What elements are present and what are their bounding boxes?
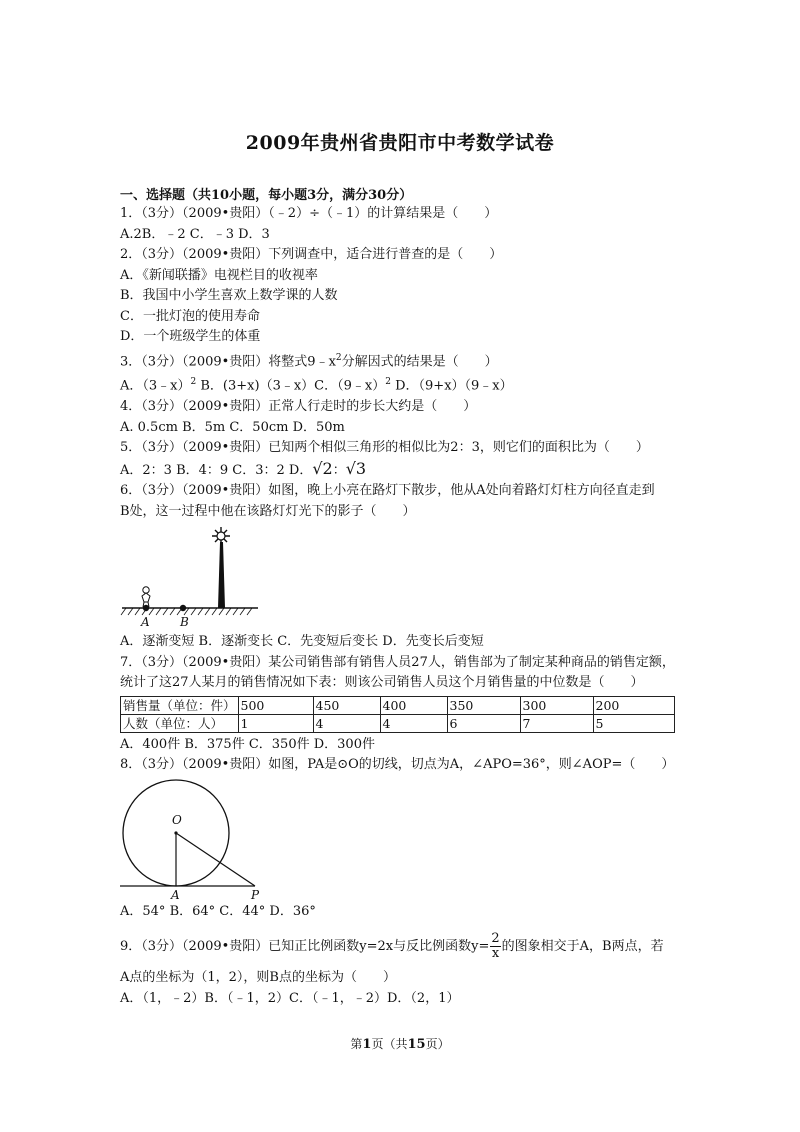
q6-options: A．逐渐变短 B．逐渐变长 C．先变短后变长 D．先变长后变短 — [120, 634, 484, 650]
table-cell: 销售量（单位：件） — [121, 696, 239, 714]
q9-fraction-denominator: x — [491, 946, 500, 962]
table-row — [121, 696, 675, 714]
table-row — [121, 714, 675, 732]
q3-exponent: 2 — [335, 352, 342, 363]
q5-sqrt-2: √2 — [312, 458, 333, 478]
q3-option-a: A．（3﹣x） — [120, 378, 191, 394]
table-cell: 400 — [380, 696, 447, 714]
q3-option-d: D．（9+x）（9﹣x） — [395, 378, 513, 394]
page-title: 2009年贵州省贵阳市中考数学试卷 — [245, 132, 555, 154]
q9-options: A．（1，﹣2）B．（﹣1，2）C．（﹣1，﹣2）D．（2，1） — [120, 990, 460, 1006]
table-cell: 350 — [447, 696, 520, 714]
q7-stem-line2: 统计了这27人某月的销售情况如下表：则该公司销售人员这个月销售量的中位数是（ ） — [120, 675, 644, 691]
table-cell: 450 — [313, 696, 380, 714]
q2-option-d: D．一个班级学生的体重 — [120, 329, 261, 344]
questions — [120, 204, 690, 1009]
q6-stem-line1: 6．（3分）（2009•贵阳）如图，晚上小亮在路灯下散步，他从A处向着路灯灯柱方向径直走到 — [120, 483, 655, 499]
footer-prefix: 第 — [350, 1037, 363, 1051]
q4-options: A. 0.5cm B．5m C．50cm D．50m — [120, 419, 345, 435]
q2-option-c: C．一批灯泡的使用寿命 — [120, 308, 260, 324]
table-cell: 5 — [593, 714, 674, 732]
sales-table — [120, 696, 675, 733]
q3-option-c-exponent: 2 — [385, 377, 391, 388]
q7-options: A．400件 B．375件 C．350件 D．300件 — [120, 736, 375, 752]
q9-fraction-numerator: 2 — [491, 931, 500, 947]
q2-option-b: B．我国中小学生喜欢上数学课的人数 — [120, 288, 338, 303]
q8-label-o: O — [172, 812, 182, 827]
q8-stem: 8．（3分）（2009•贵阳）如图，PA是⊙O的切线，切点为A，∠APO=36°，则∠AOP=（ ） — [120, 757, 675, 773]
q4-stem: 4．（3分）（2009•贵阳）正常人行走时的步长大约是（ ） — [120, 399, 477, 415]
q9-stem-line2: A点的坐标为（1，2），则B点的坐标为（ ） — [120, 970, 396, 986]
q5-stem: 5．（3分）（2009•贵阳）已知两个相似三角形的相似比为2：3，则它们的面积比为（ ） — [120, 440, 649, 456]
q6-figure — [120, 522, 690, 632]
q6-label-a: A — [141, 615, 150, 630]
section-heading: 一、选择题（共10小题，每小题3分，满分30分） — [120, 188, 413, 203]
current-page-number: 1 — [362, 1037, 372, 1052]
q3-stem-post: 分解因式的结果是（ ） — [341, 353, 498, 369]
table-cell: 200 — [593, 696, 674, 714]
q5-colon: ： — [332, 462, 346, 478]
table-cell: 4 — [380, 714, 447, 732]
q8-options: A．54° B．64° C．44° D．36° — [120, 903, 316, 919]
q8-figure — [120, 776, 690, 902]
q9-fraction — [490, 932, 500, 961]
table-cell: 7 — [520, 714, 593, 732]
q2-stem: 2．（3分）（2009•贵阳）下列调查中，适合进行普查的是（ ） — [120, 247, 503, 262]
footer-suffix: 页） — [425, 1037, 450, 1051]
tangent-circle-diagram — [120, 776, 300, 896]
page-footer — [0, 1035, 800, 1052]
q2-option-a: A．《新闻联播》电视栏目的收视率 — [120, 267, 318, 283]
q9-stem-pre: 9．（3分）（2009•贵阳）已知正比例函数y=2x与反比例函数y= — [120, 939, 490, 955]
q3-option-bc: B．(3+x)（3﹣x）C．（9﹣x） — [200, 378, 386, 394]
table-cell: 人数（单位：人） — [121, 714, 239, 732]
total-page-count: 15 — [407, 1037, 426, 1052]
q8-label-a: A — [171, 887, 180, 902]
footer-middle: 页（共 — [371, 1037, 408, 1051]
q3-options — [120, 372, 690, 397]
table-cell: 4 — [313, 714, 380, 732]
table-cell: 1 — [238, 714, 313, 732]
q8-label-p: P — [251, 887, 260, 902]
q7-stem-line1: 7．（3分）（2009•贵阳）某公司销售部有销售人员27人，销售部为了制定某种商品的销售定额， — [120, 654, 675, 670]
q1-options: A.2B．﹣2 C．﹣3 D．3 — [120, 226, 270, 242]
q6-stem-line2: B处，这一过程中他在该路灯灯光下的影子（ ） — [120, 503, 416, 519]
q1-stem: 1．（3分）（2009•贵阳）（﹣2）÷（﹣1）的计算结果是（ ） — [120, 206, 498, 221]
q9-stem-post: 的图象相交于A，B两点，若 — [501, 939, 664, 955]
table-cell: 300 — [520, 696, 593, 714]
q5-options-text: A．2：3 B．4：9 C．3：2 D． — [120, 462, 313, 478]
q5-sqrt-3: √3 — [345, 458, 367, 478]
q3-stem — [120, 348, 690, 373]
table-cell: 6 — [447, 714, 520, 732]
q3-stem-pre: 3．（3分）（2009•贵阳）将整式9﹣x — [120, 353, 336, 369]
q6-label-b: B — [180, 615, 189, 630]
q9-stem — [120, 930, 690, 964]
q5-options — [120, 459, 690, 482]
streetlamp-diagram — [120, 522, 400, 632]
table-cell: 500 — [238, 696, 313, 714]
q3-option-a-exponent: 2 — [190, 377, 197, 388]
